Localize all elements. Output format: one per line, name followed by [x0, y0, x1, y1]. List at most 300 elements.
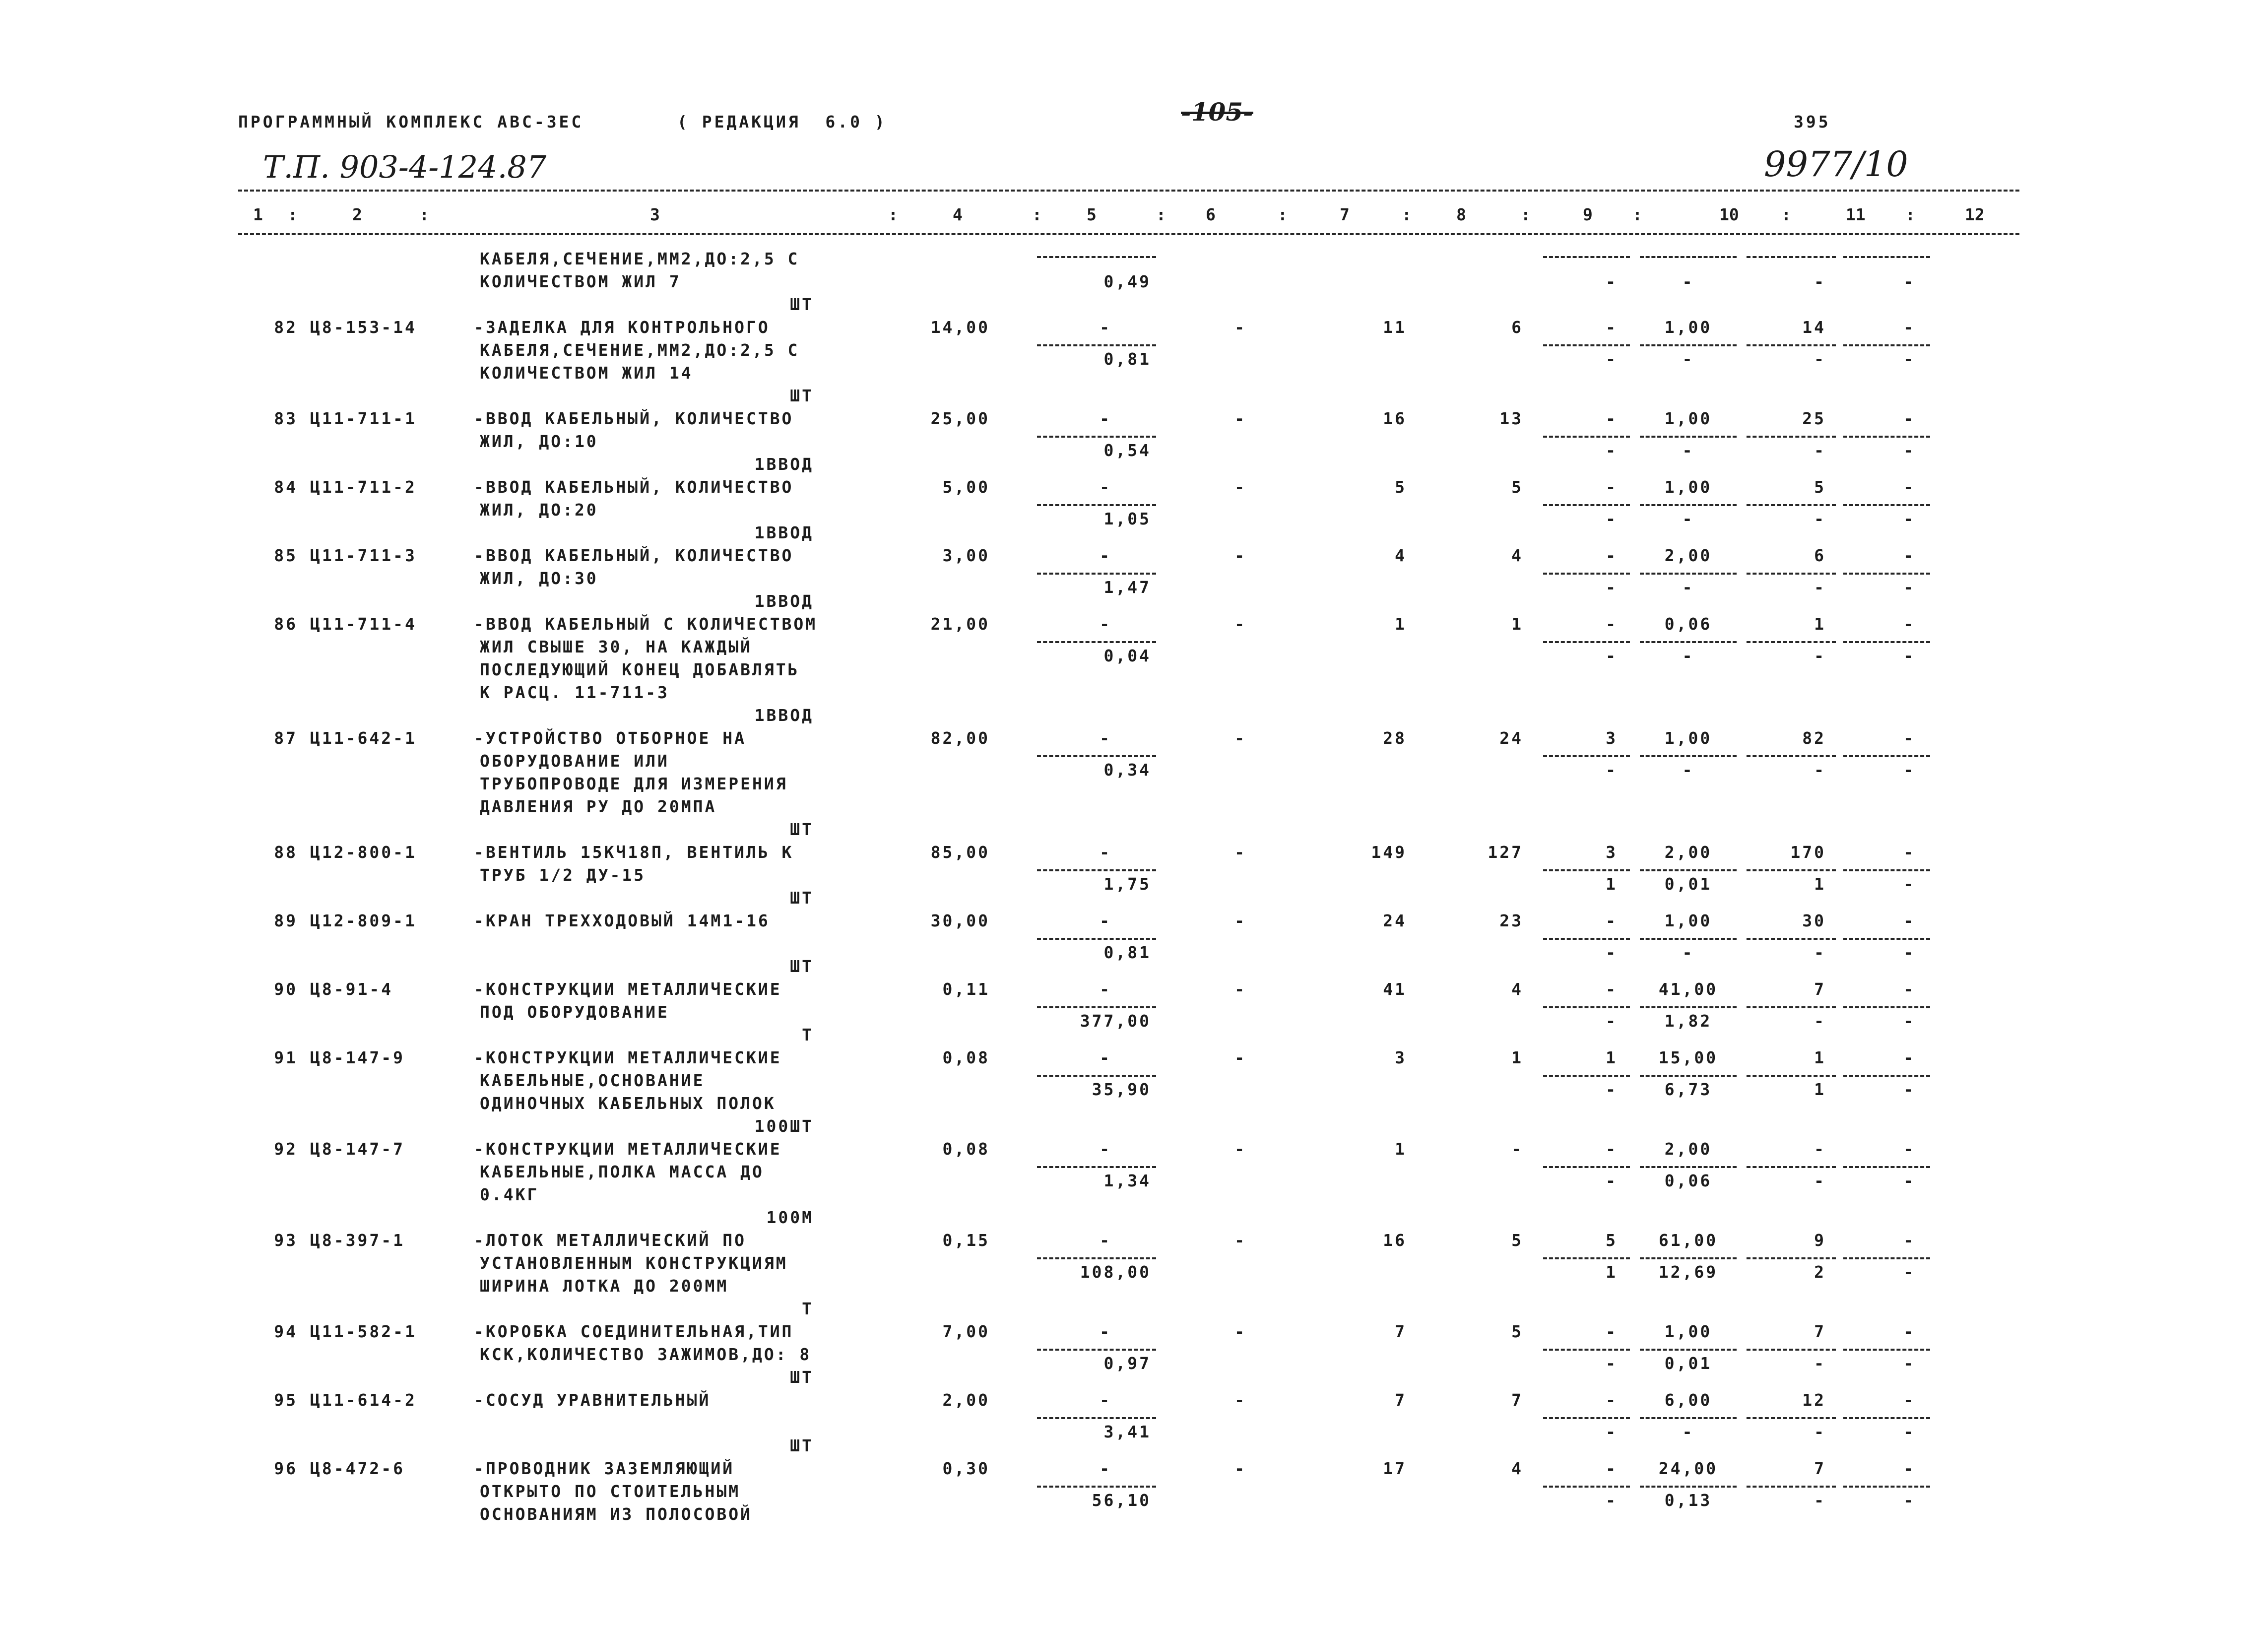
col10-divider: [1640, 573, 1737, 575]
col11-divider: [1747, 755, 1836, 757]
col12-value: -: [1903, 1459, 1915, 1478]
column-separator: :: [1905, 205, 1915, 224]
description-line: ОСНОВАНИЯМ ИЗ ПОЛОСОВОЙ: [480, 1504, 752, 1524]
row-number: 94: [274, 1322, 298, 1341]
col9-lower-value: -: [1606, 578, 1618, 597]
col11-lower-value: 1: [1814, 1080, 1826, 1099]
col10-divider: [1640, 256, 1737, 258]
col11-divider: [1747, 938, 1836, 940]
col7-value: 17: [1383, 1459, 1407, 1478]
header-rule-bottom: [238, 233, 2019, 235]
col10-lower-value: -: [1682, 1422, 1694, 1441]
col5-divider: [1037, 938, 1156, 940]
col12-divider: [1843, 938, 1930, 940]
col11-divider: [1747, 1257, 1836, 1259]
col10-value: 2,00: [1664, 1139, 1712, 1159]
col6-value: -: [1234, 1459, 1246, 1478]
col12-value: -: [1903, 1139, 1915, 1159]
description-line: -КРАН ТРЕХХОДОВЫЙ 14М1-16: [474, 911, 770, 930]
column-separator: :: [1156, 205, 1166, 224]
column-separator: :: [419, 205, 429, 224]
col5-divider: [1037, 573, 1156, 575]
col5-divider: [1037, 256, 1156, 258]
unit-label: ШТ: [790, 295, 814, 314]
col5-value: -: [1100, 614, 1111, 634]
col12-value: -: [1903, 1390, 1915, 1410]
col11-value: 170: [1790, 843, 1826, 862]
col5-value: -: [1100, 1390, 1111, 1410]
column-separator: :: [288, 205, 298, 224]
unit-label: 1ВВОД: [754, 523, 814, 542]
col9-lower-value: -: [1606, 760, 1618, 780]
col9-lower-value: 1: [1606, 1262, 1618, 1282]
col10-value: 6,00: [1664, 1390, 1712, 1410]
description-line: -СОСУД УРАВНИТЕЛЬНЫЙ: [474, 1390, 711, 1410]
col9-value: -: [1606, 477, 1618, 497]
col9-lower-value: -: [1606, 943, 1618, 962]
description-line: ОТКРЫТО ПО СТОИТЕЛЬНЫМ: [480, 1482, 741, 1501]
col7-value: 11: [1383, 318, 1407, 337]
row-number: 95: [274, 1390, 298, 1410]
col8-value: 1: [1511, 614, 1523, 634]
col10-divider: [1640, 504, 1737, 506]
column-number: 6: [1206, 205, 1216, 224]
col9-lower-value: 1: [1606, 874, 1618, 894]
col7-value: 7: [1395, 1390, 1407, 1410]
row-number: 90: [274, 979, 298, 999]
row-number: 96: [274, 1459, 298, 1478]
col11-divider: [1747, 1075, 1836, 1077]
col9-lower-value: -: [1606, 1354, 1618, 1373]
col11-divider: [1747, 504, 1836, 506]
archive-code: 9977/10: [1764, 144, 1908, 185]
rate-code: Ц8-147-7: [310, 1139, 405, 1159]
col5-lower-value: 0,54: [1103, 441, 1151, 460]
col12-divider: [1843, 869, 1930, 871]
row-number: 93: [274, 1231, 298, 1250]
col10-value: 1,00: [1664, 728, 1712, 748]
col8-value: 1: [1511, 1048, 1523, 1067]
col11-value: 1: [1814, 1048, 1826, 1067]
col12-value: -: [1903, 728, 1915, 748]
description-line: -КОНСТРУКЦИИ МЕТАЛЛИЧЕСКИЕ: [474, 1139, 782, 1159]
col8-value: 5: [1511, 1231, 1523, 1250]
col12-divider: [1843, 504, 1930, 506]
col11-lower-value: -: [1814, 1171, 1826, 1190]
col12-divider: [1843, 1417, 1930, 1419]
description-line: КОЛИЧЕСТВОМ ЖИЛ 7: [480, 272, 681, 291]
description-line: -ВВОД КАБЕЛЬНЫЙ, КОЛИЧЕСТВО: [474, 409, 794, 428]
column-separator: :: [1278, 205, 1288, 224]
col9-value: -: [1606, 1390, 1618, 1410]
col10-lower-value: -: [1682, 578, 1694, 597]
col10-divider: [1640, 869, 1737, 871]
col12-lower-value: -: [1903, 874, 1915, 894]
description-line: КАБЕЛЯ,СЕЧЕНИЕ,ММ2,ДО:2,5 С: [480, 249, 800, 268]
col11-divider: [1747, 869, 1836, 871]
col11-divider: [1747, 641, 1836, 643]
col7-value: 1: [1395, 1139, 1407, 1159]
col12-value: -: [1903, 843, 1915, 862]
col5-lower-value: 377,00: [1080, 1011, 1151, 1031]
col10-value: 1,00: [1664, 477, 1712, 497]
col11-lower-value: -: [1814, 943, 1826, 962]
col9-divider: [1543, 1349, 1630, 1351]
column-number: 2: [352, 205, 362, 224]
col5-lower-value: 1,47: [1103, 578, 1151, 597]
col10-value: 2,00: [1664, 843, 1712, 862]
col12-value: -: [1903, 546, 1915, 565]
col5-divider: [1037, 1166, 1156, 1168]
col11-divider: [1747, 1006, 1836, 1008]
col5-value: -: [1100, 318, 1111, 337]
column-number: 4: [953, 205, 963, 224]
col6-value: -: [1234, 1139, 1246, 1159]
col11-lower-value: -: [1814, 1354, 1826, 1373]
col12-lower-value: -: [1903, 646, 1915, 665]
col12-divider: [1843, 1349, 1930, 1351]
col5-value: -: [1100, 409, 1111, 428]
col7-value: 16: [1383, 1231, 1407, 1250]
unit-label: ШТ: [790, 1436, 814, 1455]
unit-label: ШТ: [790, 1368, 814, 1387]
col9-divider: [1543, 1257, 1630, 1259]
col12-divider: [1843, 1075, 1930, 1077]
col12-lower-value: -: [1903, 1262, 1915, 1282]
col7-value: 4: [1395, 546, 1407, 565]
col5-value: -: [1100, 979, 1111, 999]
col10-value: 2,00: [1664, 546, 1712, 565]
rate-code: Ц11-711-3: [310, 546, 417, 565]
col9-divider: [1543, 256, 1630, 258]
col11-value: 5: [1814, 477, 1826, 497]
row-number: 89: [274, 911, 298, 930]
rate-code: Ц8-472-6: [310, 1459, 405, 1478]
description-line: ТРУБ 1/2 ДУ-15: [480, 865, 646, 885]
col11-divider: [1747, 1417, 1836, 1419]
col12-divider: [1843, 641, 1930, 643]
row-number: 84: [274, 477, 298, 497]
col9-value: -: [1606, 614, 1618, 634]
col12-divider: [1843, 1257, 1930, 1259]
col10-value: 1,00: [1664, 1322, 1712, 1341]
description-line: -КОРОБКА СОЕДИНИТЕЛЬНАЯ,ТИП: [474, 1322, 794, 1341]
rate-code: Ц12-800-1: [310, 843, 417, 862]
col5-divider: [1037, 436, 1156, 438]
col9-divider: [1543, 436, 1630, 438]
description-line: ДАВЛЕНИЯ РУ ДО 20МПА: [480, 797, 717, 816]
description-line: КАБЕЛЬНЫЕ,ПОЛКА МАССА ДО: [480, 1162, 764, 1181]
description-line: -ВЕНТИЛЬ 15КЧ18П, ВЕНТИЛЬ К: [474, 843, 794, 862]
col12-value: -: [1903, 911, 1915, 930]
col12-value: -: [1903, 477, 1915, 497]
col10-divider: [1640, 1257, 1737, 1259]
col11-divider: [1747, 1166, 1836, 1168]
col12-divider: [1843, 344, 1930, 346]
col12-lower-value: -: [1903, 1422, 1915, 1441]
col10-lower-value: -: [1682, 349, 1694, 369]
column-number: 10: [1719, 205, 1739, 224]
col5-value: -: [1100, 546, 1111, 565]
description-line: -КОНСТРУКЦИИ МЕТАЛЛИЧЕСКИЕ: [474, 979, 782, 999]
col10-divider: [1640, 1486, 1737, 1488]
col6-value: -: [1234, 546, 1246, 565]
description-line: ПОСЛЕДУЮЩИЙ КОНЕЦ ДОБАВЛЯТЬ: [480, 660, 800, 679]
col10-divider: [1640, 436, 1737, 438]
column-number: 9: [1583, 205, 1593, 224]
col4-value: 7,00: [942, 1322, 990, 1341]
col11-value: -: [1814, 1139, 1826, 1159]
program-title: ПРОГРАММНЫЙ КОМПЛЕКС АВС-ЗЕС: [238, 112, 584, 131]
col9-lower-value: -: [1606, 509, 1618, 528]
col10-lower-value: 12,69: [1658, 1262, 1718, 1282]
col7-value: 3: [1395, 1048, 1407, 1067]
rate-code: Ц11-642-1: [310, 728, 417, 748]
col12-divider: [1843, 1006, 1930, 1008]
col12-value: -: [1903, 1048, 1915, 1067]
col8-value: 4: [1511, 546, 1523, 565]
description-line: ЖИЛ, ДО:30: [480, 569, 598, 588]
row-number: 88: [274, 843, 298, 862]
col5-value: -: [1100, 1139, 1111, 1159]
col11-lower-value: -: [1814, 760, 1826, 780]
col6-value: -: [1234, 477, 1246, 497]
col10-lower-value: 0,01: [1664, 1354, 1712, 1373]
col8-value: 7: [1511, 1390, 1523, 1410]
rate-code: Ц11-711-4: [310, 614, 417, 634]
col10-lower-value: 6,73: [1664, 1080, 1712, 1099]
col12-value: -: [1903, 1322, 1915, 1341]
col6-value: -: [1234, 979, 1246, 999]
col11-lower-value: -: [1814, 646, 1826, 665]
col4-value: 0,15: [942, 1231, 990, 1250]
col5-lower-value: 0,81: [1103, 943, 1151, 962]
col5-lower-value: 0,04: [1103, 646, 1151, 665]
col10-value: 1,00: [1664, 318, 1712, 337]
col11-value: 7: [1814, 1322, 1826, 1341]
col9-lower-value: -: [1606, 441, 1618, 460]
col5-divider: [1037, 1006, 1156, 1008]
col9-lower-value: -: [1606, 272, 1618, 291]
col9-value: -: [1606, 979, 1618, 999]
col11-value: 1: [1814, 614, 1826, 634]
col7-value: 149: [1371, 843, 1407, 862]
rate-code: Ц11-582-1: [310, 1322, 417, 1341]
col10-lower-value: 0,13: [1664, 1491, 1712, 1510]
col5-divider: [1037, 344, 1156, 346]
col4-value: 2,00: [942, 1390, 990, 1410]
rate-code: Ц11-614-2: [310, 1390, 417, 1410]
row-number: 86: [274, 614, 298, 634]
description-line: -УСТРОЙСТВО ОТБОРНОЕ НА: [474, 728, 746, 748]
column-separator: :: [1521, 205, 1531, 224]
col10-value: 61,00: [1658, 1231, 1718, 1250]
col8-value: 6: [1511, 318, 1523, 337]
edition-label: ( РЕДАКЦИЯ 6.0 ): [677, 112, 887, 131]
col5-lower-value: 3,41: [1103, 1422, 1151, 1441]
col9-divider: [1543, 504, 1630, 506]
col10-lower-value: 0,01: [1664, 874, 1712, 894]
col9-divider: [1543, 641, 1630, 643]
col11-value: 12: [1802, 1390, 1826, 1410]
col4-value: 14,00: [930, 318, 990, 337]
column-separator: :: [1781, 205, 1791, 224]
col4-value: 82,00: [930, 728, 990, 748]
col9-divider: [1543, 573, 1630, 575]
col6-value: -: [1234, 1048, 1246, 1067]
col7-value: 28: [1383, 728, 1407, 748]
description-line: 0.4КГ: [480, 1185, 539, 1204]
col8-value: -: [1511, 1139, 1523, 1159]
col11-lower-value: -: [1814, 1011, 1826, 1031]
col4-value: 21,00: [930, 614, 990, 634]
col10-value: 1,00: [1664, 911, 1712, 930]
col9-divider: [1543, 938, 1630, 940]
col9-lower-value: -: [1606, 1011, 1618, 1031]
col8-value: 23: [1499, 911, 1523, 930]
col10-value: 1,00: [1664, 409, 1712, 428]
col9-value: -: [1606, 318, 1618, 337]
col12-value: -: [1903, 979, 1915, 999]
col12-divider: [1843, 1166, 1930, 1168]
col12-lower-value: -: [1903, 272, 1915, 291]
col7-value: 7: [1395, 1322, 1407, 1341]
col5-lower-value: 35,90: [1092, 1080, 1151, 1099]
col12-value: -: [1903, 409, 1915, 428]
row-number: 91: [274, 1048, 298, 1067]
unit-label: 100ШТ: [754, 1116, 814, 1136]
col8-value: 24: [1499, 728, 1523, 748]
col10-lower-value: -: [1682, 272, 1694, 291]
column-number: 11: [1846, 205, 1866, 224]
col10-value: 24,00: [1658, 1459, 1718, 1478]
col10-divider: [1640, 1006, 1737, 1008]
col11-divider: [1747, 1486, 1836, 1488]
col12-value: -: [1903, 1231, 1915, 1250]
col10-lower-value: -: [1682, 509, 1694, 528]
col5-value: -: [1100, 1231, 1111, 1250]
col12-lower-value: -: [1903, 441, 1915, 460]
col9-value: -: [1606, 1139, 1618, 1159]
column-separator: :: [1632, 205, 1642, 224]
description-line: ЖИЛ, ДО:10: [480, 432, 598, 451]
col9-divider: [1543, 344, 1630, 346]
col7-value: 24: [1383, 911, 1407, 930]
col11-lower-value: -: [1814, 509, 1826, 528]
col11-value: 14: [1802, 318, 1826, 337]
col9-lower-value: -: [1606, 1080, 1618, 1099]
description-line: ОБОРУДОВАНИЕ ИЛИ: [480, 751, 669, 771]
col12-value: -: [1903, 318, 1915, 337]
col5-lower-value: 108,00: [1080, 1262, 1151, 1282]
col11-lower-value: -: [1814, 441, 1826, 460]
row-number: 87: [274, 728, 298, 748]
col11-lower-value: -: [1814, 1422, 1826, 1441]
col12-divider: [1843, 436, 1930, 438]
row-number: 92: [274, 1139, 298, 1159]
col12-lower-value: -: [1903, 578, 1915, 597]
column-number: 1: [253, 205, 263, 224]
col6-value: -: [1234, 1322, 1246, 1341]
col5-value: -: [1100, 1459, 1111, 1478]
col4-value: 0,08: [942, 1048, 990, 1067]
col5-lower-value: 1,34: [1103, 1171, 1151, 1190]
description-line: -ВВОД КАБЕЛЬНЫЙ С КОЛИЧЕСТВОМ: [474, 614, 818, 634]
col11-divider: [1747, 573, 1836, 575]
description-line: К РАСЦ. 11-711-3: [480, 683, 669, 702]
col9-lower-value: -: [1606, 646, 1618, 665]
col9-divider: [1543, 869, 1630, 871]
col11-lower-value: -: [1814, 1491, 1826, 1510]
column-number: 7: [1340, 205, 1350, 224]
description-line: УСТАНОВЛЕННЫМ КОНСТРУКЦИЯМ: [480, 1253, 788, 1273]
description-line: ПОД ОБОРУДОВАНИЕ: [480, 1002, 669, 1022]
col7-value: 41: [1383, 979, 1407, 999]
col11-lower-value: -: [1814, 272, 1826, 291]
col9-value: -: [1606, 911, 1618, 930]
col5-value: -: [1100, 1322, 1111, 1341]
col4-value: 0,30: [942, 1459, 990, 1478]
col10-lower-value: -: [1682, 760, 1694, 780]
col6-value: -: [1234, 1231, 1246, 1250]
column-number: 12: [1965, 205, 1985, 224]
col7-value: 16: [1383, 409, 1407, 428]
col6-value: -: [1234, 728, 1246, 748]
col9-divider: [1543, 1166, 1630, 1168]
col5-value: -: [1100, 911, 1111, 930]
col5-value: -: [1100, 728, 1111, 748]
handwritten-page-number: -105-: [1181, 97, 1253, 127]
description-line: КОЛИЧЕСТВОМ ЖИЛ 14: [480, 363, 693, 383]
col6-value: -: [1234, 843, 1246, 862]
col10-divider: [1640, 641, 1737, 643]
col4-value: 3,00: [942, 546, 990, 565]
col9-value: 5: [1606, 1231, 1618, 1250]
col5-lower-value: 0,49: [1103, 272, 1151, 291]
col9-value: 3: [1606, 728, 1618, 748]
col4-value: 0,11: [942, 979, 990, 999]
col6-value: -: [1234, 911, 1246, 930]
col4-value: 25,00: [930, 409, 990, 428]
unit-label: 1ВВОД: [754, 706, 814, 725]
col5-value: -: [1100, 1048, 1111, 1067]
description-line: ЖИЛ СВЫШЕ 30, НА КАЖДЫЙ: [480, 637, 752, 656]
description-line: КАБЕЛЬНЫЕ,ОСНОВАНИЕ: [480, 1071, 705, 1090]
col9-lower-value: -: [1606, 1171, 1618, 1190]
rate-code: Ц8-397-1: [310, 1231, 405, 1250]
description-line: -ВВОД КАБЕЛЬНЫЙ, КОЛИЧЕСТВО: [474, 546, 794, 565]
row-number: 83: [274, 409, 298, 428]
col12-lower-value: -: [1903, 349, 1915, 369]
col12-lower-value: -: [1903, 1011, 1915, 1031]
col5-value: -: [1100, 843, 1111, 862]
col11-value: 30: [1802, 911, 1826, 930]
col9-lower-value: -: [1606, 1422, 1618, 1441]
col11-value: 9: [1814, 1231, 1826, 1250]
col9-divider: [1543, 1006, 1630, 1008]
column-number: 8: [1456, 205, 1466, 224]
col5-lower-value: 1,75: [1103, 874, 1151, 894]
col12-divider: [1843, 256, 1930, 258]
col7-value: 1: [1395, 614, 1407, 634]
col7-value: 5: [1395, 477, 1407, 497]
rate-code: Ц11-711-1: [310, 409, 417, 428]
col5-divider: [1037, 1257, 1156, 1259]
col10-divider: [1640, 1075, 1737, 1077]
col5-divider: [1037, 869, 1156, 871]
unit-label: 1ВВОД: [754, 591, 814, 611]
col10-divider: [1640, 1166, 1737, 1168]
